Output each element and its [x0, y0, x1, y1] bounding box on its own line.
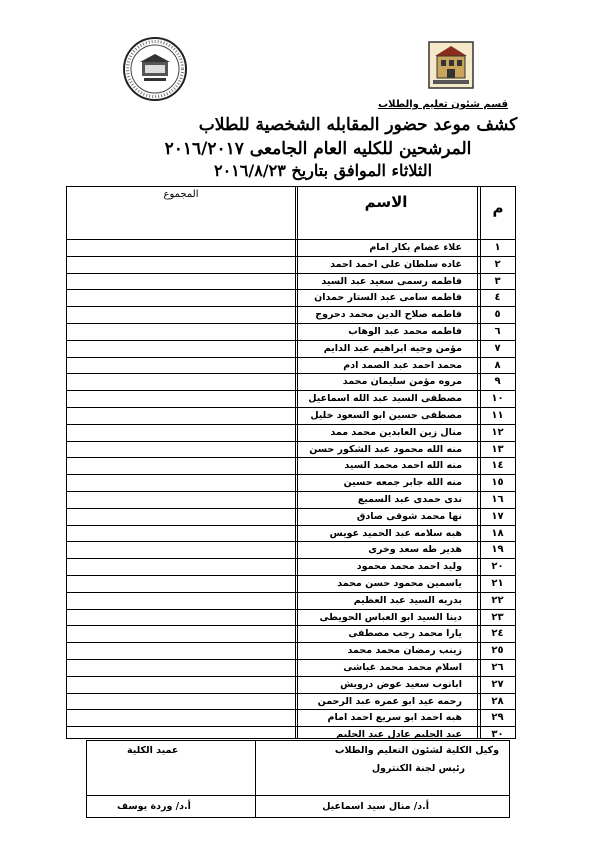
table-row [67, 289, 515, 306]
table-row [67, 625, 515, 642]
total-cell [67, 458, 295, 474]
header-name: الاسم [364, 193, 408, 211]
row-number: ٤ [494, 292, 501, 304]
total-cell [67, 626, 295, 642]
table-row [67, 491, 515, 508]
table-row [67, 306, 515, 323]
total-cell [67, 643, 295, 659]
student-name: ابانوب سعيد عوض درويش [340, 678, 462, 690]
table-row [67, 441, 515, 458]
total-cell [67, 290, 295, 306]
date-line: الثلاثاء الموافق بتاريخ ٢٠١٦/٨/٢٣ [213, 161, 433, 180]
row-number: ١١ [491, 409, 504, 421]
dean-title: عميد الكلية [127, 745, 179, 756]
row-number: ٢٨ [491, 695, 504, 707]
total-cell [67, 677, 295, 693]
total-cell [67, 442, 295, 458]
signature-box [86, 740, 510, 818]
candidates-table [66, 186, 516, 739]
table-row [67, 407, 515, 424]
total-cell [67, 610, 295, 626]
student-name: فاطمه محمد عبد الوهاب [348, 325, 462, 337]
table-row [67, 709, 515, 726]
header-total: المجموع [163, 189, 199, 200]
table-row [67, 642, 515, 659]
table-row [67, 474, 515, 491]
total-cell [67, 374, 295, 390]
student-name: مصطفى السيد عبد الله اسماعيل [308, 393, 462, 405]
student-name: اسلام محمد محمد غباشى [343, 661, 462, 673]
table-row [67, 541, 515, 558]
total-cell [67, 694, 295, 710]
table-row [67, 693, 515, 710]
document-title: كشف موعد حضور المقابله الشخصية للطلاب [198, 115, 518, 135]
row-number: ١٩ [491, 544, 504, 556]
total-cell [67, 391, 295, 407]
faculty-building-logo [425, 36, 477, 92]
row-number: ٣٠ [491, 729, 504, 741]
total-cell [67, 307, 295, 323]
total-cell [67, 341, 295, 357]
table-row [67, 676, 515, 693]
total-cell [67, 526, 295, 542]
total-cell [67, 324, 295, 340]
row-number: ١٣ [491, 443, 504, 455]
table-row [67, 373, 515, 390]
total-cell [67, 576, 295, 592]
student-name: وليد احمد محمد محمود [356, 561, 462, 573]
vice-dean-title: وكيل الكلية لشئون التعليم والطلاب [334, 745, 499, 756]
student-name: دينا السيد ابو العباس الحويطى [319, 611, 462, 623]
row-number: ١٠ [491, 393, 504, 405]
table-row [67, 357, 515, 374]
student-name: هبه احمد ابو سريع احمد امام [327, 712, 462, 724]
total-cell [67, 358, 295, 374]
student-name: مؤمن وجيه ابراهيم عبد الدايم [323, 342, 462, 354]
total-cell [67, 240, 295, 256]
student-name: منه الله جابر جمعه حسين [343, 477, 462, 489]
row-number: ٢٠ [491, 561, 504, 573]
row-number: ٩ [494, 376, 501, 388]
student-name: علاء عصام بكار امام [369, 242, 462, 253]
student-name: فاطمه سامى عبد الستار حمدان [314, 292, 462, 304]
dean-name: أ.د/ وردة يوسف [117, 801, 191, 812]
table-row [67, 340, 515, 357]
signature-rule [87, 795, 509, 796]
department-label: قسم شئون تعليم والطلاب [378, 99, 508, 110]
signature-divider [255, 741, 256, 817]
table-row [67, 424, 515, 441]
table-row [67, 239, 515, 256]
student-name: منه الله احمد محمد السيد [344, 460, 462, 472]
row-number: ٢٣ [491, 611, 504, 623]
student-name: نها محمد شوقى صادق [356, 510, 462, 522]
row-number: ١٢ [491, 426, 504, 438]
student-name: مصطفى حسين ابو السعود خليل [310, 409, 462, 421]
row-number: ٧ [494, 342, 501, 354]
table-row [67, 525, 515, 542]
row-number: ٦ [494, 325, 501, 337]
student-name: منه الله محمود عبد الشكور حسن [309, 443, 462, 455]
total-cell [67, 710, 295, 726]
total-cell [67, 475, 295, 491]
row-number: ١٦ [491, 493, 504, 505]
row-number: ٢٧ [491, 678, 504, 690]
row-number: ١ [494, 242, 501, 253]
student-name: يارا محمد رجب مصطفى [348, 628, 462, 640]
table-body [67, 239, 515, 743]
university-seal-logo [122, 36, 188, 102]
table-row [67, 508, 515, 525]
row-number: ١٨ [491, 527, 504, 539]
academic-year-line: المرشحين للكليه العام الجامعى ٢٠١٦/٢٠١٧ [164, 139, 472, 159]
student-name: محمد احمد عبد الصمد ادم [343, 359, 462, 371]
control-head-title: رئيس لجنة الكنترول [371, 763, 465, 774]
student-name: عبد الحليم عادل عبد الحليم [336, 729, 462, 741]
table-header [67, 187, 515, 239]
student-name: فاطمه رسمى سعيد عبد السيد [321, 275, 462, 287]
table-row [67, 457, 515, 474]
student-name: غاده سلطان على احمد احمد [330, 258, 462, 270]
student-name: مروه مؤمن سليمان محمد [342, 376, 462, 388]
student-name: هبه سلامه عبد الحميد عويس [329, 527, 462, 539]
student-name: زينب رمضان محمد محمد [347, 645, 462, 657]
vice-dean-name: أ.د/ منال سيد اسماعيل [322, 801, 429, 812]
total-cell [67, 274, 295, 290]
header-number: م [492, 199, 504, 217]
row-number: ٢ [494, 258, 501, 270]
total-cell [67, 492, 295, 508]
total-cell [67, 542, 295, 558]
student-name: هدير طه سعد وخرى [368, 544, 462, 556]
row-number: ١٥ [491, 477, 504, 489]
student-name: ياسمين محمود حسن محمد [337, 577, 462, 589]
row-number: ٥ [494, 309, 501, 321]
student-name: فاطمه صلاح الدين محمد دحروج [315, 309, 462, 321]
table-row [67, 609, 515, 626]
total-cell [67, 257, 295, 273]
row-number: ١٤ [491, 460, 504, 472]
table-row [67, 558, 515, 575]
row-number: ١٧ [491, 510, 504, 522]
table-row [67, 323, 515, 340]
total-cell [67, 593, 295, 609]
student-name: منال زين العابدين محمد ممد [330, 426, 462, 438]
student-name: ندى حمدى عبد السميع [357, 493, 462, 505]
total-cell [67, 559, 295, 575]
row-number: ٢٤ [491, 628, 504, 640]
table-row [67, 592, 515, 609]
row-number: ٢٢ [491, 594, 504, 606]
row-number: ٨ [494, 359, 501, 371]
total-cell [67, 660, 295, 676]
table-row [67, 575, 515, 592]
table-row [67, 273, 515, 290]
student-name: رحمه عيد ابو عمره عبد الرحمن [317, 695, 462, 707]
total-cell [67, 408, 295, 424]
table-row [67, 659, 515, 676]
row-number: ٢٩ [491, 712, 504, 724]
total-cell [67, 425, 295, 441]
row-number: ٢١ [491, 577, 504, 589]
table-row [67, 256, 515, 273]
total-cell [67, 509, 295, 525]
student-name: بدريه السيد عبد العظيم [353, 594, 462, 606]
row-number: ٢٦ [491, 661, 504, 673]
row-number: ٢٥ [491, 645, 504, 657]
table-row [67, 390, 515, 407]
row-number: ٣ [494, 275, 501, 287]
